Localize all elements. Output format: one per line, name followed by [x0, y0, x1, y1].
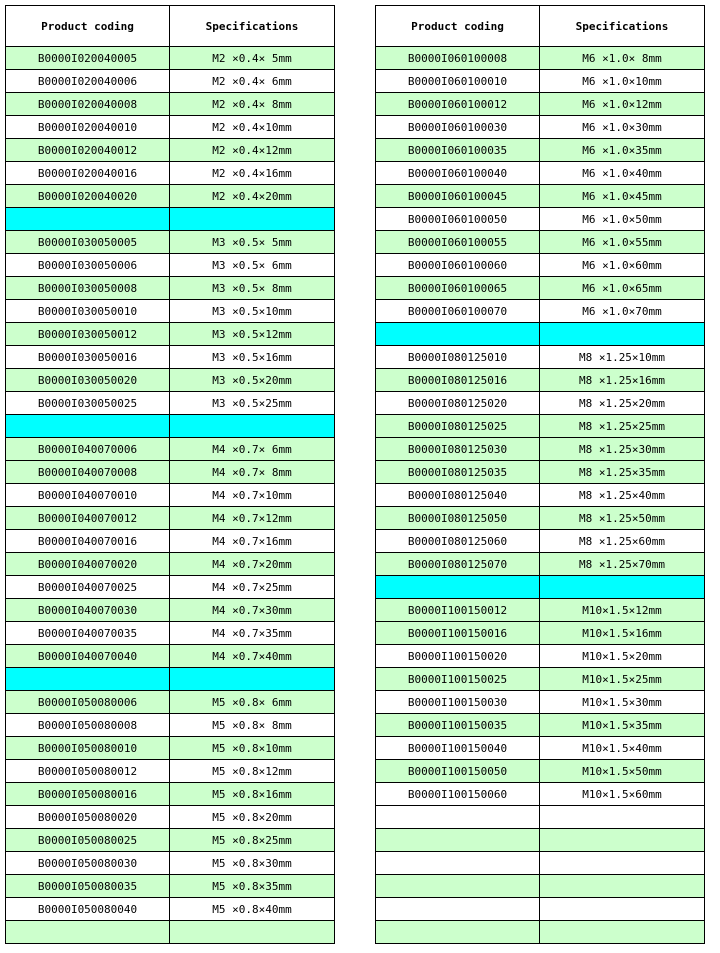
separator-row — [6, 668, 335, 691]
table-row — [6, 737, 335, 760]
specification-cell: M4 ×0.7×30mm — [170, 599, 335, 622]
table-row — [6, 70, 335, 93]
product-code-cell: B0000I040070030 — [6, 599, 170, 622]
table-row — [6, 484, 335, 507]
product-code-cell — [6, 208, 170, 231]
product-code-cell: B0000I030050006 — [6, 254, 170, 277]
product-code-cell: B0000I030050020 — [6, 369, 170, 392]
specification-cell: M2 ×0.4× 8mm — [170, 93, 335, 116]
product-code-cell: B0000I040070006 — [6, 438, 170, 461]
product-code-cell — [6, 668, 170, 691]
specification-cell: M3 ×0.5×10mm — [170, 300, 335, 323]
table-row — [6, 898, 335, 921]
table-row — [376, 714, 705, 737]
table-row — [6, 254, 335, 277]
table-row — [376, 599, 705, 622]
specification-cell: M5 ×0.8×40mm — [170, 898, 335, 921]
table-row — [376, 392, 705, 415]
product-code-cell: B0000I040070040 — [6, 645, 170, 668]
product-code-cell: B0000I080125035 — [376, 461, 540, 484]
table-row — [376, 461, 705, 484]
specification-cell — [540, 875, 705, 898]
product-code-cell: B0000I100150060 — [376, 783, 540, 806]
product-code-cell: B0000I080125025 — [376, 415, 540, 438]
product-code-cell: B0000I020040005 — [6, 47, 170, 70]
specification-cell: M4 ×0.7×20mm — [170, 553, 335, 576]
specification-cell — [540, 323, 705, 346]
product-code-cell: B0000I100150040 — [376, 737, 540, 760]
table-row — [376, 438, 705, 461]
specification-cell: M4 ×0.7×10mm — [170, 484, 335, 507]
specification-cell: M8 ×1.25×50mm — [540, 507, 705, 530]
table-row — [376, 898, 705, 921]
product-code-cell: B0000I030050016 — [6, 346, 170, 369]
table-row — [6, 47, 335, 70]
product-code-cell: B0000I040070020 — [6, 553, 170, 576]
specification-cell: M2 ×0.4×12mm — [170, 139, 335, 162]
table-row — [376, 139, 705, 162]
specification-cell — [170, 208, 335, 231]
specification-cell: M5 ×0.8×12mm — [170, 760, 335, 783]
specification-cell: M8 ×1.25×10mm — [540, 346, 705, 369]
table-row — [6, 185, 335, 208]
header-row — [376, 6, 705, 47]
specification-cell: M8 ×1.25×70mm — [540, 553, 705, 576]
product-code-cell — [376, 323, 540, 346]
table-row — [376, 806, 705, 829]
product-code-cell: B0000I020040008 — [6, 93, 170, 116]
specifications-header: Specifications — [170, 6, 335, 47]
table-row — [6, 438, 335, 461]
specification-cell: M2 ×0.4× 6mm — [170, 70, 335, 93]
specification-cell: M6 ×1.0×50mm — [540, 208, 705, 231]
table-row — [376, 829, 705, 852]
product-code-cell: B0000I060100050 — [376, 208, 540, 231]
separator-row — [376, 576, 705, 599]
left-product-table — [5, 5, 335, 944]
product-code-cell: B0000I050080016 — [6, 783, 170, 806]
product-code-cell: B0000I060100070 — [376, 300, 540, 323]
specification-cell: M3 ×0.5×16mm — [170, 346, 335, 369]
table-row — [376, 553, 705, 576]
specification-cell: M6 ×1.0×35mm — [540, 139, 705, 162]
product-code-cell: B0000I040070012 — [6, 507, 170, 530]
specification-cell — [540, 806, 705, 829]
specification-cell: M10×1.5×40mm — [540, 737, 705, 760]
specification-cell: M10×1.5×30mm — [540, 691, 705, 714]
product-code-cell: B0000I080125060 — [376, 530, 540, 553]
specification-cell: M6 ×1.0× 8mm — [540, 47, 705, 70]
product-code-cell: B0000I050080040 — [6, 898, 170, 921]
specification-cell: M10×1.5×35mm — [540, 714, 705, 737]
specification-cell: M4 ×0.7× 8mm — [170, 461, 335, 484]
table-row — [6, 116, 335, 139]
specification-cell: M5 ×0.8×25mm — [170, 829, 335, 852]
specification-cell: M6 ×1.0×65mm — [540, 277, 705, 300]
separator-row — [6, 208, 335, 231]
table-row — [6, 599, 335, 622]
specification-cell: M8 ×1.25×16mm — [540, 369, 705, 392]
table-row — [6, 576, 335, 599]
product-code-cell: B0000I080125016 — [376, 369, 540, 392]
table-row — [376, 645, 705, 668]
specification-cell: M4 ×0.7×25mm — [170, 576, 335, 599]
table-row — [376, 346, 705, 369]
product-code-cell: B0000I100150025 — [376, 668, 540, 691]
table-row — [376, 852, 705, 875]
product-code-cell: B0000I040070010 — [6, 484, 170, 507]
table-row — [6, 323, 335, 346]
table-row — [6, 691, 335, 714]
product-code-cell: B0000I060100040 — [376, 162, 540, 185]
product-code-cell: B0000I060100065 — [376, 277, 540, 300]
specification-cell — [540, 576, 705, 599]
product-code-cell: B0000I040070035 — [6, 622, 170, 645]
product-code-cell: B0000I050080025 — [6, 829, 170, 852]
specification-cell: M3 ×0.5×12mm — [170, 323, 335, 346]
product-code-cell: B0000I030050005 — [6, 231, 170, 254]
product-code-cell — [376, 829, 540, 852]
table-row — [376, 47, 705, 70]
product-code-cell: B0000I080125030 — [376, 438, 540, 461]
table-row — [376, 507, 705, 530]
table-row — [376, 484, 705, 507]
table-row — [6, 852, 335, 875]
table-row — [376, 875, 705, 898]
table-row — [376, 93, 705, 116]
table-row — [6, 392, 335, 415]
table-row — [6, 714, 335, 737]
specification-cell: M4 ×0.7×12mm — [170, 507, 335, 530]
specification-cell: M10×1.5×12mm — [540, 599, 705, 622]
specification-cell: M3 ×0.5× 5mm — [170, 231, 335, 254]
product-code-cell: B0000I080125010 — [376, 346, 540, 369]
specification-cell: M6 ×1.0×10mm — [540, 70, 705, 93]
specification-cell: M8 ×1.25×40mm — [540, 484, 705, 507]
product-code-cell: B0000I100150016 — [376, 622, 540, 645]
specification-cell — [170, 415, 335, 438]
product-code-cell: B0000I050080030 — [6, 852, 170, 875]
specification-cell: M10×1.5×60mm — [540, 783, 705, 806]
product-code-cell: B0000I040070025 — [6, 576, 170, 599]
product-code-cell: B0000I100150030 — [376, 691, 540, 714]
specification-cell: M10×1.5×50mm — [540, 760, 705, 783]
table-row — [6, 300, 335, 323]
specification-cell: M5 ×0.8×20mm — [170, 806, 335, 829]
specification-cell: M4 ×0.7×16mm — [170, 530, 335, 553]
table-row — [376, 208, 705, 231]
specification-cell: M4 ×0.7×40mm — [170, 645, 335, 668]
table-row — [376, 231, 705, 254]
specification-cell: M6 ×1.0×70mm — [540, 300, 705, 323]
table-row — [6, 162, 335, 185]
product-code-cell: B0000I080125020 — [376, 392, 540, 415]
right-product-table — [375, 5, 705, 944]
product-code-cell: B0000I020040010 — [6, 116, 170, 139]
table-row — [376, 783, 705, 806]
table-row — [376, 760, 705, 783]
table-row — [376, 116, 705, 139]
product-code-cell: B0000I100150050 — [376, 760, 540, 783]
table-row — [6, 346, 335, 369]
table-row — [376, 921, 705, 944]
product-code-cell — [376, 875, 540, 898]
separator-row — [376, 323, 705, 346]
product-code-cell — [6, 921, 170, 944]
specification-cell: M8 ×1.25×25mm — [540, 415, 705, 438]
specification-cell: M3 ×0.5× 8mm — [170, 277, 335, 300]
table-row — [6, 760, 335, 783]
specification-cell — [540, 829, 705, 852]
specification-cell: M8 ×1.25×60mm — [540, 530, 705, 553]
table-row — [6, 645, 335, 668]
specification-cell: M5 ×0.8×35mm — [170, 875, 335, 898]
table-row — [6, 507, 335, 530]
specification-cell: M5 ×0.8× 8mm — [170, 714, 335, 737]
product-code-cell: B0000I050080012 — [6, 760, 170, 783]
specification-cell: M10×1.5×16mm — [540, 622, 705, 645]
product-code-cell — [376, 576, 540, 599]
product-code-cell — [376, 806, 540, 829]
specification-cell: M6 ×1.0×45mm — [540, 185, 705, 208]
specification-cell: M6 ×1.0×12mm — [540, 93, 705, 116]
specification-cell: M2 ×0.4× 5mm — [170, 47, 335, 70]
table-row — [6, 875, 335, 898]
separator-row — [6, 415, 335, 438]
table-row — [6, 93, 335, 116]
table-row — [6, 921, 335, 944]
table-row — [6, 139, 335, 162]
product-code-cell — [376, 921, 540, 944]
header-row — [6, 6, 335, 47]
product-code-cell: B0000I050080020 — [6, 806, 170, 829]
table-row — [6, 622, 335, 645]
product-code-cell: B0000I050080010 — [6, 737, 170, 760]
product-code-cell: B0000I040070008 — [6, 461, 170, 484]
specification-cell: M2 ×0.4×20mm — [170, 185, 335, 208]
specification-cell: M3 ×0.5×25mm — [170, 392, 335, 415]
table-row — [6, 783, 335, 806]
product-code-cell: B0000I020040012 — [6, 139, 170, 162]
product-code-cell: B0000I020040016 — [6, 162, 170, 185]
table-row — [6, 829, 335, 852]
table-row — [376, 277, 705, 300]
product-code-cell — [376, 898, 540, 921]
product-code-cell — [376, 852, 540, 875]
specification-cell: M4 ×0.7×35mm — [170, 622, 335, 645]
table-row — [376, 530, 705, 553]
product-coding-header: Product coding — [376, 6, 540, 47]
table-row — [376, 300, 705, 323]
table-row — [376, 254, 705, 277]
product-code-cell: B0000I050080035 — [6, 875, 170, 898]
product-code-cell: B0000I030050025 — [6, 392, 170, 415]
product-coding-header: Product coding — [6, 6, 170, 47]
specification-cell: M5 ×0.8× 6mm — [170, 691, 335, 714]
product-code-cell: B0000I020040006 — [6, 70, 170, 93]
specifications-header: Specifications — [540, 6, 705, 47]
table-row — [6, 530, 335, 553]
specification-cell: M8 ×1.25×35mm — [540, 461, 705, 484]
specification-cell — [170, 921, 335, 944]
specification-cell: M3 ×0.5×20mm — [170, 369, 335, 392]
product-code-cell: B0000I060100008 — [376, 47, 540, 70]
specification-cell: M8 ×1.25×30mm — [540, 438, 705, 461]
table-row — [376, 668, 705, 691]
product-code-cell: B0000I100150012 — [376, 599, 540, 622]
table-row — [376, 415, 705, 438]
product-code-cell: B0000I030050012 — [6, 323, 170, 346]
specification-cell: M10×1.5×25mm — [540, 668, 705, 691]
product-code-cell: B0000I050080008 — [6, 714, 170, 737]
specification-cell: M4 ×0.7× 6mm — [170, 438, 335, 461]
product-code-cell: B0000I060100012 — [376, 93, 540, 116]
product-code-cell: B0000I060100030 — [376, 116, 540, 139]
product-code-cell: B0000I060100035 — [376, 139, 540, 162]
specification-cell: M6 ×1.0×60mm — [540, 254, 705, 277]
product-code-cell: B0000I060100060 — [376, 254, 540, 277]
specification-cell: M3 ×0.5× 6mm — [170, 254, 335, 277]
table-row — [376, 185, 705, 208]
table-row — [376, 737, 705, 760]
product-code-cell: B0000I020040020 — [6, 185, 170, 208]
specification-cell: M5 ×0.8×10mm — [170, 737, 335, 760]
specification-cell: M6 ×1.0×40mm — [540, 162, 705, 185]
specification-cell — [540, 921, 705, 944]
product-code-cell: B0000I080125070 — [376, 553, 540, 576]
product-code-cell: B0000I050080006 — [6, 691, 170, 714]
product-code-cell: B0000I030050008 — [6, 277, 170, 300]
specification-cell: M5 ×0.8×30mm — [170, 852, 335, 875]
specification-cell: M2 ×0.4×16mm — [170, 162, 335, 185]
specification-cell: M8 ×1.25×20mm — [540, 392, 705, 415]
product-code-cell: B0000I080125040 — [376, 484, 540, 507]
table-row — [6, 461, 335, 484]
product-code-cell: B0000I060100055 — [376, 231, 540, 254]
product-code-cell: B0000I080125050 — [376, 507, 540, 530]
product-code-cell: B0000I100150020 — [376, 645, 540, 668]
product-code-cell: B0000I060100010 — [376, 70, 540, 93]
table-row — [376, 70, 705, 93]
table-row — [6, 806, 335, 829]
table-row — [6, 553, 335, 576]
specification-cell — [540, 898, 705, 921]
specification-cell: M10×1.5×20mm — [540, 645, 705, 668]
table-row — [376, 622, 705, 645]
product-code-cell: B0000I040070016 — [6, 530, 170, 553]
table-row — [6, 369, 335, 392]
table-row — [376, 369, 705, 392]
specification-cell: M2 ×0.4×10mm — [170, 116, 335, 139]
specification-cell: M6 ×1.0×30mm — [540, 116, 705, 139]
product-code-cell — [6, 415, 170, 438]
product-code-cell: B0000I060100045 — [376, 185, 540, 208]
specification-cell: M6 ×1.0×55mm — [540, 231, 705, 254]
specification-cell: M5 ×0.8×16mm — [170, 783, 335, 806]
table-row — [376, 162, 705, 185]
specification-cell — [540, 852, 705, 875]
table-row — [376, 691, 705, 714]
table-row — [6, 231, 335, 254]
product-code-cell: B0000I030050010 — [6, 300, 170, 323]
table-row — [6, 277, 335, 300]
specification-cell — [170, 668, 335, 691]
product-code-cell: B0000I100150035 — [376, 714, 540, 737]
